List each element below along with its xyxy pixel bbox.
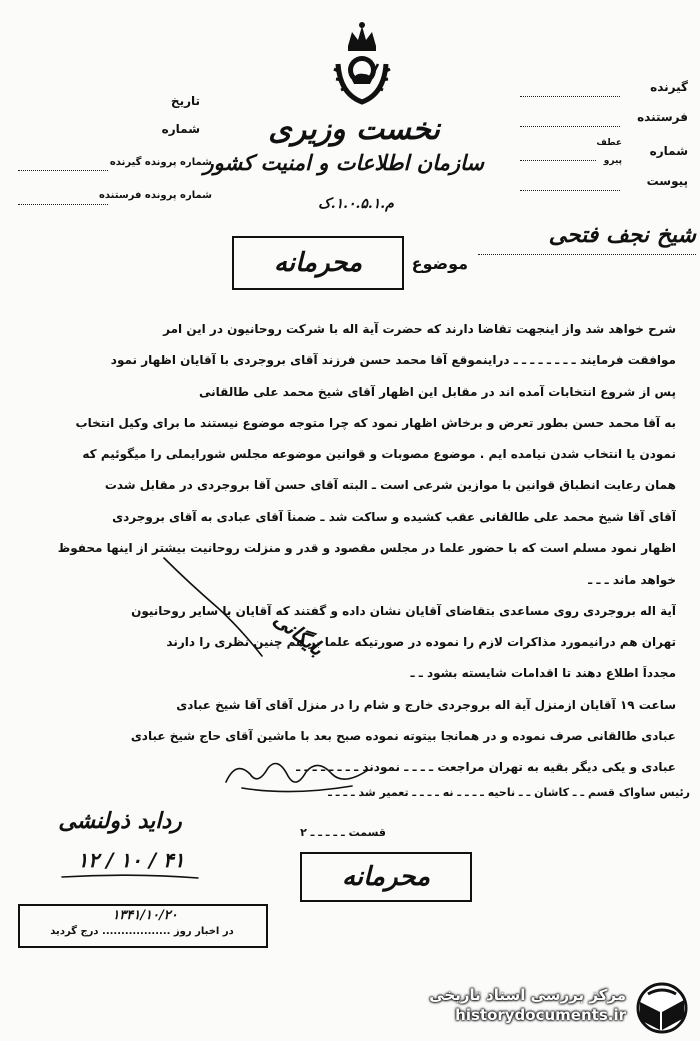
publication-date-label: در اخبار روز .................. درج گردید	[50, 926, 234, 937]
body-line: آقای آقا شیخ محمد علی طالقانی عقب کشیده و ساکت شد ـ ضمناً آقای عبادی به آقای بروجردی	[112, 510, 676, 524]
attachment-line	[520, 190, 620, 191]
confidential-stamp-text: محرمانه	[273, 248, 363, 278]
organization-name: سازمان اطلاعات و امنیت کشور	[203, 150, 484, 175]
publication-date-box	[18, 904, 268, 948]
body-line: شرح خواهد شد واز اینجهت تقاضا دارند که حضرت آیة اله با شرکت روحانیون در این امر	[163, 322, 676, 336]
body-line: موافقت فرمایند ـ ـ ـ ـ ـ ـ ـ ـ دراینموقع آقا محمد حسن فرزند آقای بروجردی با آقایان اظهار نمود	[110, 353, 676, 367]
body-line: عبادی و یکی دیگر بقیه به تهران مراجعت ـ ـ ـ ـ نمودند ـ ـ ـ ـ ـ ـ ـ ـ	[296, 760, 676, 774]
body-line: اظهار نمود مسلم است که با حضور علما در مجلس مقصود و قدر و منزلت روحانیت بیشتر از اینها محفوظ	[57, 541, 676, 555]
lion-and-sun-crown-emblem	[326, 20, 398, 108]
diagonal-pen-stroke	[158, 552, 268, 662]
number-right-label: شماره	[649, 144, 688, 158]
body-line: مجدداً اطلاع دهند تا اقدامات شایسته بشود ـ ـ	[410, 666, 676, 680]
sender-label: فرستنده	[637, 110, 688, 124]
body-line: پس از شروع انتخابات آمده اند در مقابل این اظهار آقای شیخ محمد علی طالقانی	[199, 385, 676, 399]
date-underline	[60, 872, 200, 882]
recipient-line	[520, 96, 620, 97]
subject-label: موضوع	[411, 254, 468, 273]
bottom-stamp-text: محرمانه	[341, 862, 431, 892]
body-line: عبادی طالقانی صرف نموده و در همانجا بیتوته نموده صبح بعد با ماشین آقای حاج شیخ عبادی	[130, 729, 676, 743]
attachment-label: پیوست	[646, 174, 688, 188]
number-line	[520, 160, 596, 161]
bottom-confidential-stamp	[300, 852, 472, 902]
sender-file-no-line	[18, 204, 108, 205]
document-code: م.۱.۰.۵.۱.ک	[318, 196, 394, 212]
body-line: ساعت ۱۹ آقایان ازمنزل آیة اله بروجردی خارج و شام را در منزل آقای آقا شیخ عبادی	[176, 698, 676, 712]
signature-line: رئیس ساواک قسم ـ ـ کاشان ـ ـ ناحیه ـ ـ ـ ـ نه ـ ـ ـ ـ تعمیر شد ـ ـ ـ ـ	[328, 786, 690, 799]
watermark-url: historydocuments.ir	[455, 1006, 626, 1024]
confidential-stamp	[232, 236, 404, 290]
page-title: نخست وزیری	[268, 112, 440, 147]
handwritten-note: بایگانی	[269, 606, 329, 661]
recipient-file-no-line	[18, 170, 108, 171]
recipient-label: گیرنده	[650, 80, 688, 94]
body-line: همان رعایت انطباق قوانین با موازین شرعی است ـ البته آقای حسن آقا بروجردی در مقابل شدت	[104, 478, 676, 492]
recipient-file-no-label: شماره پرونده گیرنده	[109, 157, 212, 168]
number-label: شماره	[161, 122, 200, 136]
sender-file-no-label: شماره پرونده فرستنده	[99, 190, 212, 201]
body-line: خواهد ماند ـ ـ ـ	[588, 573, 676, 587]
body-line: نمودن یا انتخاب شدن نیامده ایم . موضوع مصوبات و قوانین موضوعه مجلس شورایملی را میگوئیم که	[82, 447, 676, 461]
body-line: به آقا محمد حسن بطور تعرض و برخاش اظهار نمود که چرا متوجه موضوع نیستند ما برای وکیل انتخاب	[75, 416, 676, 430]
follow-label: پیرو	[603, 156, 622, 166]
section-label: قسمت ـ ـ ـ ـ ـ ۲	[300, 826, 386, 839]
date-label: تاریخ	[170, 94, 200, 108]
watermark-title: مرکز بررسی اسناد تاریخی	[429, 986, 626, 1004]
body-line: تهران هم درانیمورد مذاکرات لازم را نموده در صورتیکه علما بر هم چنین نظری را دارند	[166, 635, 676, 649]
ref-label: عطف	[596, 138, 622, 148]
body-line: آیة اله بروجردی روی مساعدی بتقاضای آقایان نشان داده و گفتند که آقایان با سایر روحانیون	[131, 604, 676, 618]
handwritten-date: ۱۲ / ۱۰ / ۴۱	[77, 848, 185, 872]
open-book-logo	[628, 982, 692, 1036]
sender-line	[520, 126, 620, 127]
subject-handwritten: شیخ نجف فتحی	[478, 222, 696, 255]
handwritten-filing: رداید ذولنشی	[58, 808, 182, 834]
publication-date-value: ۱۳۴۱/۱۰/۲۰	[112, 908, 178, 923]
